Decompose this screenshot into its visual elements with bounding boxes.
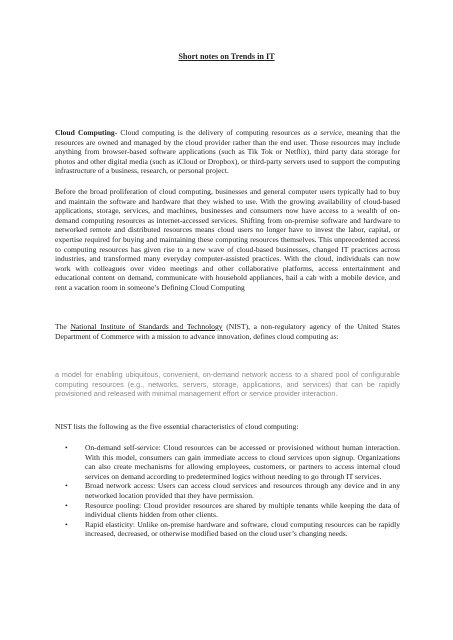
paragraph-text: Cloud computing is the delivery of computing resources	[117, 128, 304, 137]
paragraph-text: , meaning that the resources are owned and managed by the cloud provider rather than the end user. Those resources may include anything from browser-based software applications (such as Tik Tok or Netflix), third party data storage for photos and other digital media (such as iCloud or Dropbox), or third-party servers used to support the computing infrastructure of a business, research, or personal project.	[55, 128, 400, 176]
characteristics-list	[55, 443, 400, 539]
bullet-icon: •	[65, 500, 68, 510]
paragraph-characteristics-intro: NIST lists the following as the five essential characteristics of cloud computing:	[55, 422, 299, 431]
paragraph-nist-definition-intro	[55, 322, 400, 341]
bullet-icon: •	[65, 481, 68, 491]
list-item-text: Broad network access: Users can access cloud services and resources through any device and in any networked location provided that they have permission.	[85, 481, 400, 500]
paragraph-text: (NIST), a non-regulatory agency of the United States Department of Commerce with a mission to advance innovation, defines cloud computing as:	[55, 322, 400, 341]
nist-definition-quote: a model for enabling ubiquitous, convenient, on-demand network access to a shared pool of configurable computing resources (e.g., networks, servers, storage, applications, and services) that can be rapidly provisioned and released with minimal management effort or service provider interaction.	[55, 370, 400, 399]
paragraph-lead-term: Cloud Computing-	[55, 128, 118, 137]
list-item	[55, 443, 400, 481]
paragraph-cloud-computing	[55, 128, 400, 176]
list-item	[55, 501, 400, 520]
list-item-text: Resource pooling: Cloud provider resources are shared by multiple tenants while keeping the data of individual clients hidden from other clients.	[85, 500, 400, 520]
paragraph-history: Before the broad proliferation of cloud computing, businesses and general computer users typically had to buy and maintain the software and hardware that they wished to use. With the growing availability of cloud-based applications, storage, services, and machines, businesses and consumers now have access to a wealth of on-demand computing resources as internet-accessed services. Shifting from on-premise software and hardware to networked remote and distributed resources means cloud users no longer have to invest the labor, capital, or expertise required for buying and maintaining these computing resources themselves. This unprecedented access to computing resources has given rise to a new wave of cloud-based businesses, changed IT practices across industries, and transformed many everyday computer-assisted practices. With the cloud, individuals can now work with colleagues over video meetings and other collaborative platforms, access entertainment and educational content on demand, communicate with household appliances, hail a cab with a mobile device, and rent a vacation room in someone’s Defining Cloud Computing	[55, 187, 400, 292]
list-item-text: On-demand self-service: Cloud resources can be accessed or provisioned without human interaction. With this model, consumers can gain immediate access to cloud services upon signup. Organizations can also create mechanisms for allowing employees, customers, or partners to access internal cloud services on demand according to predetermined logics without needing to go through IT services.	[85, 443, 400, 481]
list-item-text: Rapid elasticity: Unlike on-premise hardware and software, cloud computing resources can be rapidly increased, decreased, or otherwise modified based on the cloud user’s changing needs.	[85, 519, 400, 539]
bullet-icon: •	[65, 519, 68, 529]
paragraph-text: The	[55, 322, 71, 331]
list-item	[55, 520, 400, 539]
document-title: Short notes on Trends in IT	[178, 52, 275, 61]
paragraph-italic-text: as a service	[303, 128, 342, 137]
list-item	[55, 481, 400, 500]
bullet-icon: •	[65, 443, 68, 452]
nist-link[interactable]: National Institute of Standards and Technology	[70, 322, 223, 331]
